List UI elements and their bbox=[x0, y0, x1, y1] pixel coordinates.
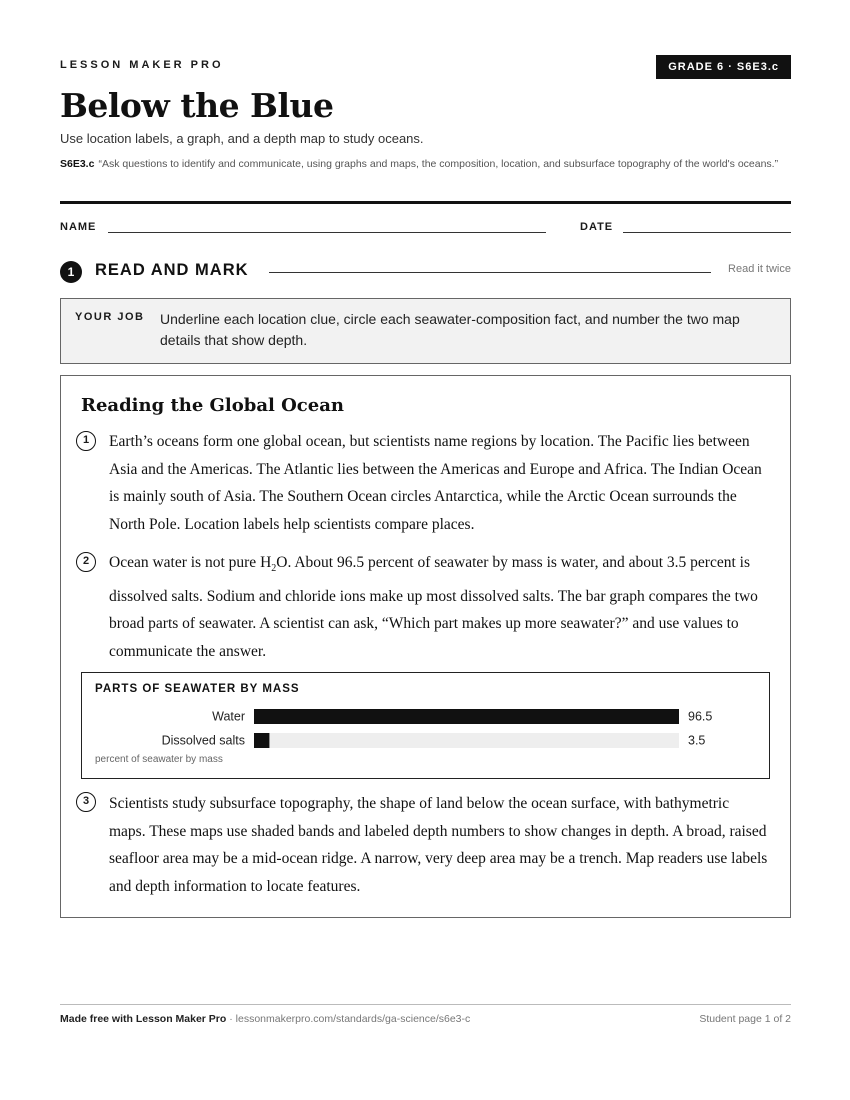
reading-passage-box bbox=[60, 375, 791, 918]
footer-divider bbox=[60, 1004, 791, 1005]
footer bbox=[60, 1013, 791, 1025]
section-note: Read it twice bbox=[728, 263, 791, 275]
page-title: Below the Blue bbox=[60, 86, 334, 125]
bar-label-1: Dissolved salts bbox=[161, 733, 245, 748]
name-date-row bbox=[60, 221, 791, 237]
bar-value-1: 3.5 bbox=[688, 733, 706, 748]
date-field[interactable] bbox=[623, 232, 791, 233]
paragraph-2 bbox=[109, 549, 769, 665]
chart-axis-label: percent of seawater by mass bbox=[95, 754, 223, 765]
section-title: READ AND MARK bbox=[95, 261, 249, 279]
section-heading bbox=[60, 259, 791, 283]
name-field[interactable] bbox=[108, 232, 546, 233]
paragraph-3: Scientists study subsurface topography, the shape of land below the ocean surface, with bathymetric maps. These maps use shaded bands and labeled depth numbers to show changes in depth. A broad, raised seafloor area may be a mid-ocean ridge. A narrow, very deep area may be a trench. Map readers use labels and depth information to locate features. bbox=[109, 795, 768, 895]
paragraph-2-subscript: 2 bbox=[271, 563, 277, 575]
worksheet-page bbox=[60, 0, 791, 1100]
bar-1 bbox=[254, 733, 269, 748]
footer-made-with: Made free with Lesson Maker Pro bbox=[60, 1013, 227, 1025]
bar-track-1 bbox=[254, 733, 679, 748]
paragraph-2-text-end: O. About 96.5 percent of seawater by mass is water, and about 3.5 percent is dissolved salts. Sodium and chloride ions make up most dissolved salts. The bar graph compares the two broad parts of seawater. A scientist can ask, “Which part makes up more seawater?” and use values to communicate the answer. bbox=[109, 554, 758, 660]
footer-url[interactable]: lessonmakerpro.com/standards/ga-science/s6e3-c bbox=[235, 1013, 471, 1025]
section-rule bbox=[269, 272, 711, 273]
reading-title: Reading the Global Ocean bbox=[81, 395, 344, 416]
grade-badge: GRADE 6 · S6E3.c bbox=[656, 55, 791, 79]
paragraph-2-text-start: Ocean water is not pure H bbox=[109, 554, 272, 571]
your-job-box bbox=[60, 298, 791, 364]
bar-value-0: 96.5 bbox=[688, 709, 713, 724]
brand-name: LESSON MAKER PRO bbox=[60, 59, 224, 71]
paragraph-number-2: 2 bbox=[76, 552, 96, 572]
top-bar bbox=[60, 55, 791, 79]
paragraph-number-1: 1 bbox=[76, 431, 96, 451]
section-number-badge: 1 bbox=[60, 261, 82, 283]
standard-statement bbox=[60, 156, 791, 173]
your-job-text: Underline each location clue, circle each seawater-composition fact, and number the two map details that show depth. bbox=[160, 311, 740, 348]
paragraph-number-3: 3 bbox=[76, 792, 96, 812]
bar-label-0: Water bbox=[212, 709, 245, 724]
name-label: NAME bbox=[60, 221, 97, 233]
bar-0 bbox=[254, 709, 679, 724]
date-label: DATE bbox=[580, 221, 614, 233]
paragraph-1: Earth’s oceans form one global ocean, but scientists name regions by location. The Pacific lies between Asia and the Americas. The Atlantic lies between the Americas and Europe and Africa. The Indian Ocean is mainly south of Asia. The Southern Ocean circles Antarctica, while the Arctic Ocean surrounds the North Pole. Location labels help scientists compare places. bbox=[109, 433, 762, 533]
seawater-bar-chart bbox=[81, 672, 770, 779]
your-job-label: YOUR JOB bbox=[75, 311, 145, 323]
page-subtitle: Use location labels, a graph, and a depth map to study oceans. bbox=[60, 131, 424, 146]
standard-code: S6E3.c bbox=[60, 158, 95, 170]
footer-separator: · bbox=[226, 1013, 236, 1025]
chart-title: PARTS OF SEAWATER BY MASS bbox=[95, 683, 300, 695]
footer-page-number: Student page 1 of 2 bbox=[699, 1013, 791, 1025]
header-divider bbox=[60, 201, 791, 204]
standard-text: “Ask questions to identify and communicate, using graphs and maps, the composition, location, and subsurface topography of the world's oceans.” bbox=[98, 158, 779, 170]
